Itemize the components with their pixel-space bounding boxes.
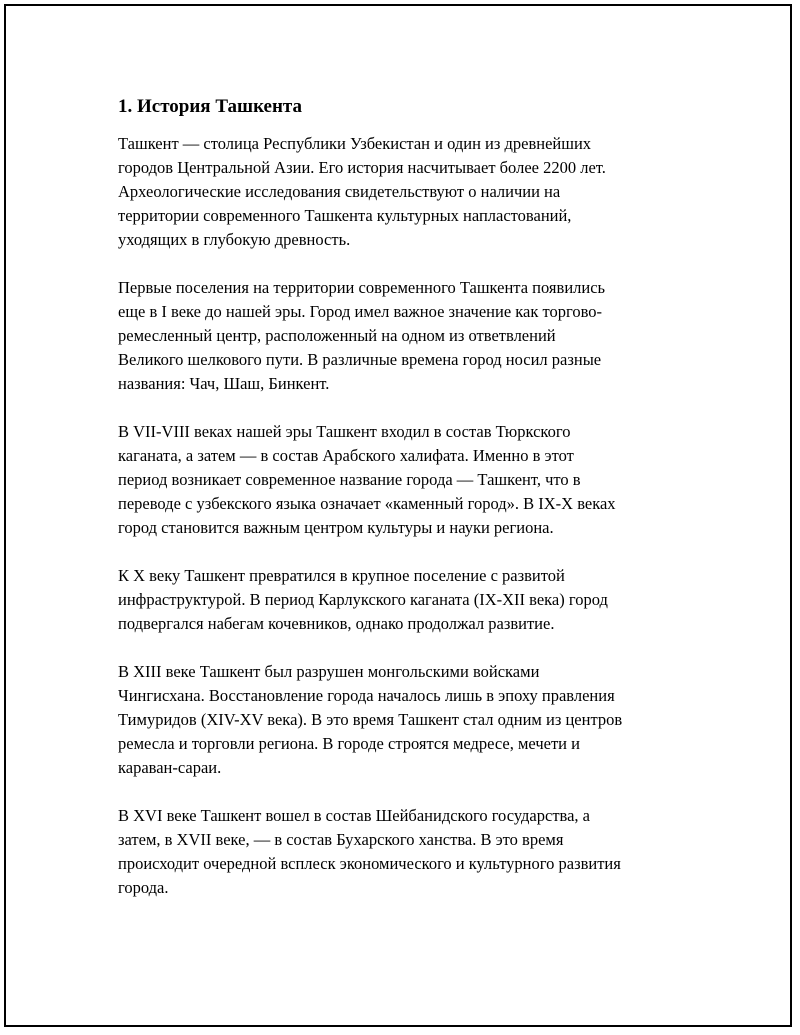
- paragraph-line: каганата, а затем — в состав Арабского халифата. Именно в этот: [118, 446, 574, 465]
- paragraph-line: территории современного Ташкента культурных напластований,: [118, 206, 572, 225]
- paragraph-line: В XIII веке Ташкент был разрушен монгольскими войсками: [118, 662, 540, 681]
- paragraph-line: происходит очередной всплеск экономического и культурного развития: [118, 854, 621, 873]
- paragraph-line: ремесленный центр, расположенный на одном из ответвлений: [118, 326, 556, 345]
- paragraph-5: [118, 660, 708, 780]
- paragraph-line: инфраструктурой. В период Карлукского каганата (IX-XII века) город: [118, 590, 608, 609]
- paragraph-line: подвергался набегам кочевников, однако продолжал развитие.: [118, 614, 555, 633]
- paragraph-line: ремесла и торговли региона. В городе строятся медресе, мечети и: [118, 734, 580, 753]
- paragraph-4: [118, 564, 708, 636]
- paragraph-2: [118, 276, 708, 396]
- paragraph-6: [118, 804, 708, 900]
- paragraph-line: Археологические исследования свидетельствуют о наличии на: [118, 182, 561, 201]
- paragraph-1: [118, 132, 708, 252]
- paragraph-line: названия: Чач, Шаш, Бинкент.: [118, 374, 330, 393]
- paragraph-line: переводе с узбекского языка означает «каменный город». В IX-X веках: [118, 494, 616, 513]
- paragraph-3: [118, 420, 708, 540]
- paragraph-line: еще в I веке до нашей эры. Город имел важное значение как торгово-: [118, 302, 603, 321]
- paragraph-line: период возникает современное название города — Ташкент, что в: [118, 470, 581, 489]
- paragraph-line: Чингисхана. Восстановление города началось лишь в эпоху правления: [118, 686, 615, 705]
- paragraph-line: Первые поселения на территории современного Ташкента появились: [118, 278, 606, 297]
- paragraph-line: В VII-VIII веках нашей эры Ташкент входил в состав Тюркского: [118, 422, 571, 441]
- paragraph-line: караван-сараи.: [118, 758, 222, 777]
- document-body: [118, 94, 708, 924]
- paragraph-line: Великого шелкового пути. В различные времена город носил разные: [118, 350, 602, 369]
- paragraph-line: город становится важным центром культуры и науки региона.: [118, 518, 554, 537]
- paragraph-line: уходящих в глубокую древность.: [118, 230, 351, 249]
- paragraph-line: Тимуридов (XIV-XV века). В это время Ташкент стал одним из центров: [118, 710, 623, 729]
- paragraph-line: К X веку Ташкент превратился в крупное поселение с развитой: [118, 566, 565, 585]
- paragraph-line: В XVI веке Ташкент вошел в состав Шейбанидского государства, а: [118, 806, 590, 825]
- paragraph-line: городов Центральной Азии. Его история насчитывает более 2200 лет.: [118, 158, 606, 177]
- paragraph-line: затем, в XVII веке, — в состав Бухарского ханства. В это время: [118, 830, 564, 849]
- document-heading: 1. История Ташкента: [118, 96, 302, 117]
- paragraph-line: Ташкент — столица Республики Узбекистан и один из древнейших: [118, 134, 592, 153]
- paragraph-line: города.: [118, 878, 169, 897]
